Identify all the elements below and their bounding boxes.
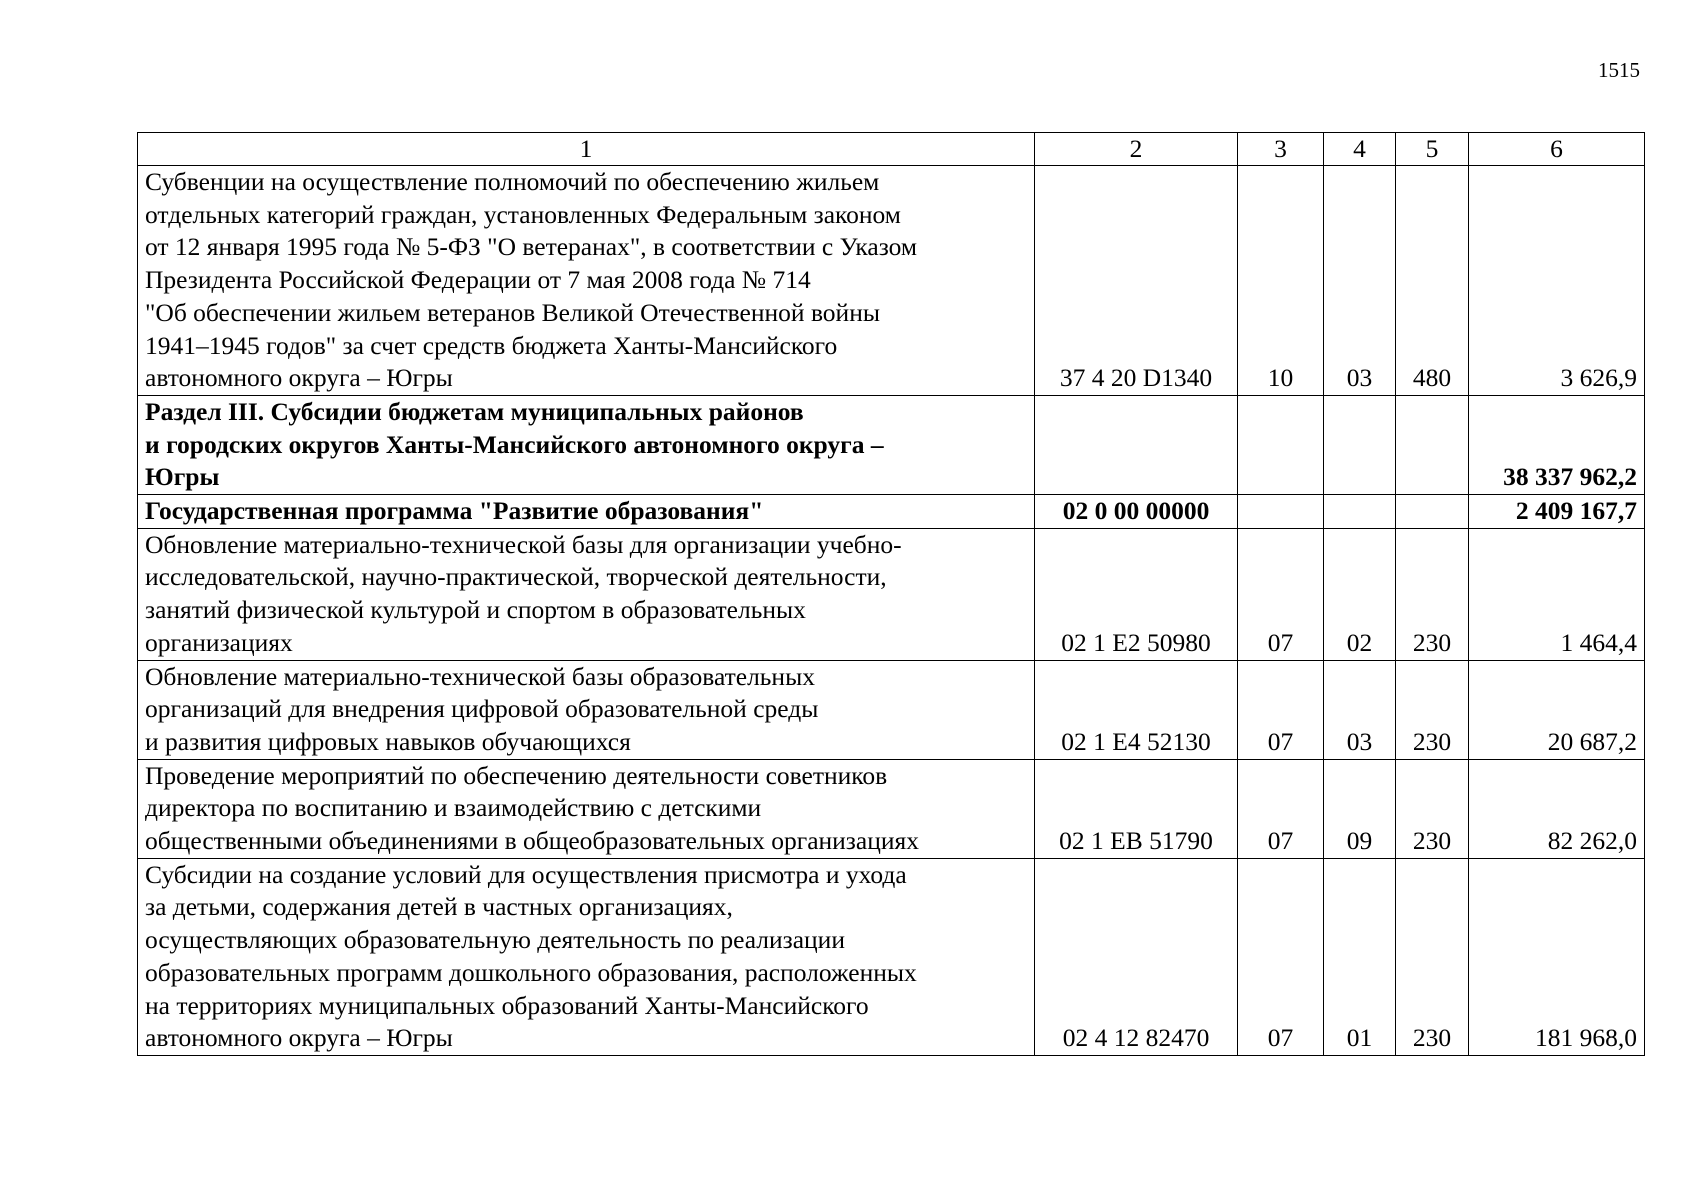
amount-cell: 1 464,4: [1469, 528, 1645, 660]
code-cell: 02 4 12 82470: [1035, 858, 1238, 1055]
subsection-cell: 03: [1324, 166, 1396, 396]
table-row: [138, 395, 1645, 494]
description-line: Субсидии на создание условий для осуществления присмотра и ухода: [145, 859, 907, 889]
description-cell: [138, 166, 1035, 396]
description-line: на территориях муниципальных образований Ханты-Мансийского: [145, 990, 869, 1020]
description-line: образовательных программ дошкольного образования, расположенных: [145, 957, 917, 987]
page-number: 1515: [1598, 58, 1640, 82]
description-line: Субвенции на осуществление полномочий по обеспечению жильем: [145, 167, 880, 196]
description-line: общественными объединениями в общеобразовательных организациях: [145, 826, 919, 856]
code-cell: 02 0 00 00000: [1035, 495, 1238, 529]
section-cell: 10: [1238, 166, 1324, 396]
table-header-row: [138, 133, 1645, 166]
description-cell: [138, 858, 1035, 1055]
description-cell: [138, 660, 1035, 759]
amount-cell: 181 968,0: [1469, 858, 1645, 1055]
expense-type-cell: 230: [1396, 759, 1469, 858]
table-row: [138, 495, 1645, 529]
section-cell: 07: [1238, 759, 1324, 858]
code-cell: 02 1 E4 52130: [1035, 660, 1238, 759]
subsection-cell: [1324, 395, 1396, 494]
description-line: за детьми, содержания детей в частных организациях,: [145, 892, 733, 922]
description-cell: [138, 759, 1035, 858]
description-cell: [138, 395, 1035, 494]
description-line: от 12 января 1995 года № 5-ФЗ "О ветеранах", в соответствии с Указом: [145, 232, 918, 262]
expense-type-cell: 230: [1396, 528, 1469, 660]
subsection-cell: 09: [1324, 759, 1396, 858]
section-cell: [1238, 395, 1324, 494]
header-cell: 3: [1238, 133, 1324, 166]
section-cell: [1238, 495, 1324, 529]
section-cell: 07: [1238, 858, 1324, 1055]
description-line: Югры: [145, 462, 220, 492]
code-cell: 37 4 20 D1340: [1035, 166, 1238, 396]
table-row: [138, 858, 1645, 1055]
code-cell: [1035, 395, 1238, 494]
expense-type-cell: [1396, 495, 1469, 529]
description-line: Проведение мероприятий по обеспечению деятельности советников: [145, 760, 888, 790]
description-line: и городских округов Ханты-Мансийского автономного округа –: [145, 429, 884, 459]
amount-cell: 3 626,9: [1469, 166, 1645, 396]
amount-cell: 20 687,2: [1469, 660, 1645, 759]
expense-type-cell: 480: [1396, 166, 1469, 396]
header-cell: 5: [1396, 133, 1469, 166]
description-line: организациях: [145, 627, 293, 657]
table-body: [138, 133, 1645, 1056]
table-row: [138, 166, 1645, 396]
description-line: Президента Российской Федерации от 7 мая 2008 года № 714: [145, 265, 811, 295]
table-row: [138, 759, 1645, 858]
amount-cell: 2 409 167,7: [1469, 495, 1645, 529]
section-cell: 07: [1238, 528, 1324, 660]
description-line: Раздел III. Субсидии бюджетам муниципальных районов: [145, 396, 804, 426]
description-line: автономного округа – Югры: [145, 1023, 453, 1053]
header-cell: 2: [1035, 133, 1238, 166]
description-line: отдельных категорий граждан, установленных Федеральным законом: [145, 199, 901, 229]
description-line: 1941–1945 годов" за счет средств бюджета Ханты-Мансийского: [145, 330, 838, 360]
description-line: исследовательской, научно-практической, творческой деятельности,: [145, 562, 887, 592]
description-line: Обновление материально-технической базы для организации учебно-: [145, 529, 902, 559]
header-cell: 4: [1324, 133, 1396, 166]
section-cell: 07: [1238, 660, 1324, 759]
code-cell: 02 1 E2 50980: [1035, 528, 1238, 660]
table-row: [138, 660, 1645, 759]
description-line: Государственная программа "Развитие образования": [145, 496, 764, 526]
code-cell: 02 1 EB 51790: [1035, 759, 1238, 858]
subsection-cell: 03: [1324, 660, 1396, 759]
amount-cell: 38 337 962,2: [1469, 395, 1645, 494]
description-line: директора по воспитанию и взаимодействию с детскими: [145, 793, 762, 823]
expense-type-cell: [1396, 395, 1469, 494]
table-row: [138, 528, 1645, 660]
header-cell: 1: [138, 133, 1035, 166]
budget-table: [137, 132, 1645, 1056]
header-cell: 6: [1469, 133, 1645, 166]
description-line: и развития цифровых навыков обучающихся: [145, 726, 631, 756]
description-line: Обновление материально-технической базы образовательных: [145, 661, 815, 691]
amount-cell: 82 262,0: [1469, 759, 1645, 858]
description-line: занятий физической культурой и спортом в образовательных: [145, 595, 806, 625]
subsection-cell: [1324, 495, 1396, 529]
description-line: "Об обеспечении жильем ветеранов Великой Отечественной войны: [145, 297, 880, 327]
subsection-cell: 02: [1324, 528, 1396, 660]
subsection-cell: 01: [1324, 858, 1396, 1055]
description-line: осуществляющих образовательную деятельность по реализации: [145, 925, 845, 955]
expense-type-cell: 230: [1396, 858, 1469, 1055]
description-cell: [138, 495, 1035, 529]
description-line: автономного округа – Югры: [145, 363, 453, 393]
description-line: организаций для внедрения цифровой образовательной среды: [145, 694, 819, 724]
description-cell: [138, 528, 1035, 660]
expense-type-cell: 230: [1396, 660, 1469, 759]
